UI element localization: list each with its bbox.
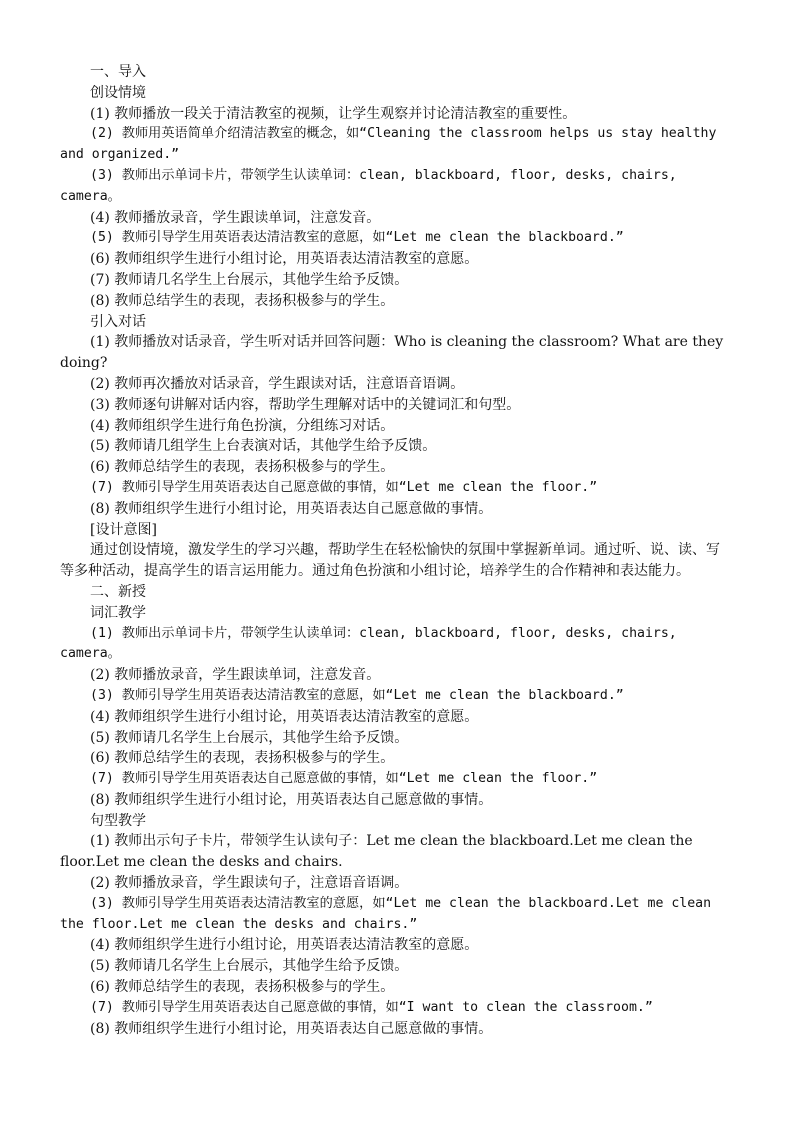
paragraph-line: (2) 教师再次播放对话录音，学生跟读对话，注意语音语调。 <box>90 375 465 392</box>
paragraph-line: (8) 教师总结学生的表现，表扬积极参与的学生。 <box>90 292 395 309</box>
paragraph-line: (1) 教师出示句子卡片，带领学生认读句子：Let me clean the blackboard.Let me clean the floor.Let me clean the desks and chairs. <box>60 833 693 871</box>
paragraph-line: (4) 教师组织学生进行小组讨论，用英语表达清洁教室的意愿。 <box>90 708 479 725</box>
paragraph-line: (5) 教师请几名学生上台展示，其他学生给予反馈。 <box>90 958 409 975</box>
paragraph-line: (4) 教师组织学生进行小组讨论，用英语表达清洁教室的意愿。 <box>90 937 479 954</box>
paragraph-line: (1) 教师播放一段关于清洁教室的视频，让学生观察并讨论清洁教室的重要性。 <box>90 105 577 122</box>
paragraph-line: (5) 教师引导学生用英语表达清洁教室的意愿，如“Let me clean the blackboard.” <box>90 230 624 246</box>
paragraph-line: (6) 教师总结学生的表现，表扬积极参与的学生。 <box>90 459 395 476</box>
paragraph-line: (6) 教师总结学生的表现，表扬积极参与的学生。 <box>90 979 395 996</box>
paragraph-line: (6) 教师组织学生进行小组讨论，用英语表达清洁教室的意愿。 <box>90 251 479 268</box>
paragraph-line: (1) 教师播放对话录音，学生听对话并回答问题：Who is cleaning the classroom? What are they doing? <box>60 334 724 372</box>
paragraph-line: (3) 教师逐句讲解对话内容，帮助学生理解对话中的关键词汇和句型。 <box>90 396 521 413</box>
section-heading-new-teaching: 二、新授 <box>90 583 146 600</box>
paragraph-design-intent: 通过创设情境，激发学生的学习兴趣，帮助学生在轻松愉快的氛围中掌握新单词。通过听、说、读、写等多种活动，提高学生的语言运用能力。通过角色扮演和小组讨论，培养学生的合作精神和表达能力。 <box>60 542 720 580</box>
paragraph-line: (3) 教师出示单词卡片，带领学生认读单词：clean, blackboard, floor, desks, chairs, camera。 <box>60 167 677 204</box>
paragraph-line: (3) 教师引导学生用英语表达清洁教室的意愿，如“Let me clean the blackboard.Let me clean the floor.Let me clean the desks and chairs.” <box>60 895 712 932</box>
paragraph-line: (5) 教师请几组学生上台表演对话，其他学生给予反馈。 <box>90 438 437 455</box>
subheading-dialogue: 引入对话 <box>90 313 146 330</box>
paragraph-line: (6) 教师总结学生的表现，表扬积极参与的学生。 <box>90 750 395 767</box>
subheading-scenario: 创设情境 <box>90 84 146 101</box>
subheading-design-intent: [设计意图] <box>90 521 157 538</box>
paragraph-line: (5) 教师请几名学生上台展示，其他学生给予反馈。 <box>90 729 409 746</box>
paragraph-line: (7) 教师引导学生用英语表达自己愿意做的事情，如“Let me clean the floor.” <box>90 771 598 787</box>
paragraph-line: (4) 教师组织学生进行角色扮演，分组练习对话。 <box>90 417 395 434</box>
paragraph-line: (4) 教师播放录音，学生跟读单词，注意发音。 <box>90 209 381 226</box>
paragraph-line: (8) 教师组织学生进行小组讨论，用英语表达自己愿意做的事情。 <box>90 1020 493 1037</box>
document-page <box>60 62 732 1039</box>
paragraph-line: (8) 教师组织学生进行小组讨论，用英语表达自己愿意做的事情。 <box>90 500 493 517</box>
paragraph-line: (8) 教师组织学生进行小组讨论，用英语表达自己愿意做的事情。 <box>90 791 493 808</box>
paragraph-line: (2) 教师播放录音，学生跟读句子，注意语音语调。 <box>90 875 409 892</box>
paragraph-line: (2) 教师用英语简单介绍清洁教室的概念，如“Cleaning the classroom helps us stay healthy and organized.” <box>60 126 717 163</box>
paragraph-line: (7) 教师引导学生用英语表达自己愿意做的事情，如“Let me clean the floor.” <box>90 479 598 495</box>
paragraph-line: (1) 教师出示单词卡片，带领学生认读单词：clean, blackboard, floor, desks, chairs, camera。 <box>60 625 677 662</box>
paragraph-line: (7) 教师引导学生用英语表达自己愿意做的事情，如“I want to clean the classroom.” <box>90 999 653 1015</box>
subheading-sentence-patterns: 句型教学 <box>90 812 146 829</box>
section-heading-intro: 一、导入 <box>90 64 146 80</box>
paragraph-line: (3) 教师引导学生用英语表达清洁教室的意愿，如“Let me clean the blackboard.” <box>90 687 624 703</box>
subheading-vocabulary: 词汇教学 <box>90 604 146 621</box>
paragraph-line: (7) 教师请几名学生上台展示，其他学生给予反馈。 <box>90 271 409 288</box>
paragraph-line: (2) 教师播放录音，学生跟读单词，注意发音。 <box>90 667 381 684</box>
